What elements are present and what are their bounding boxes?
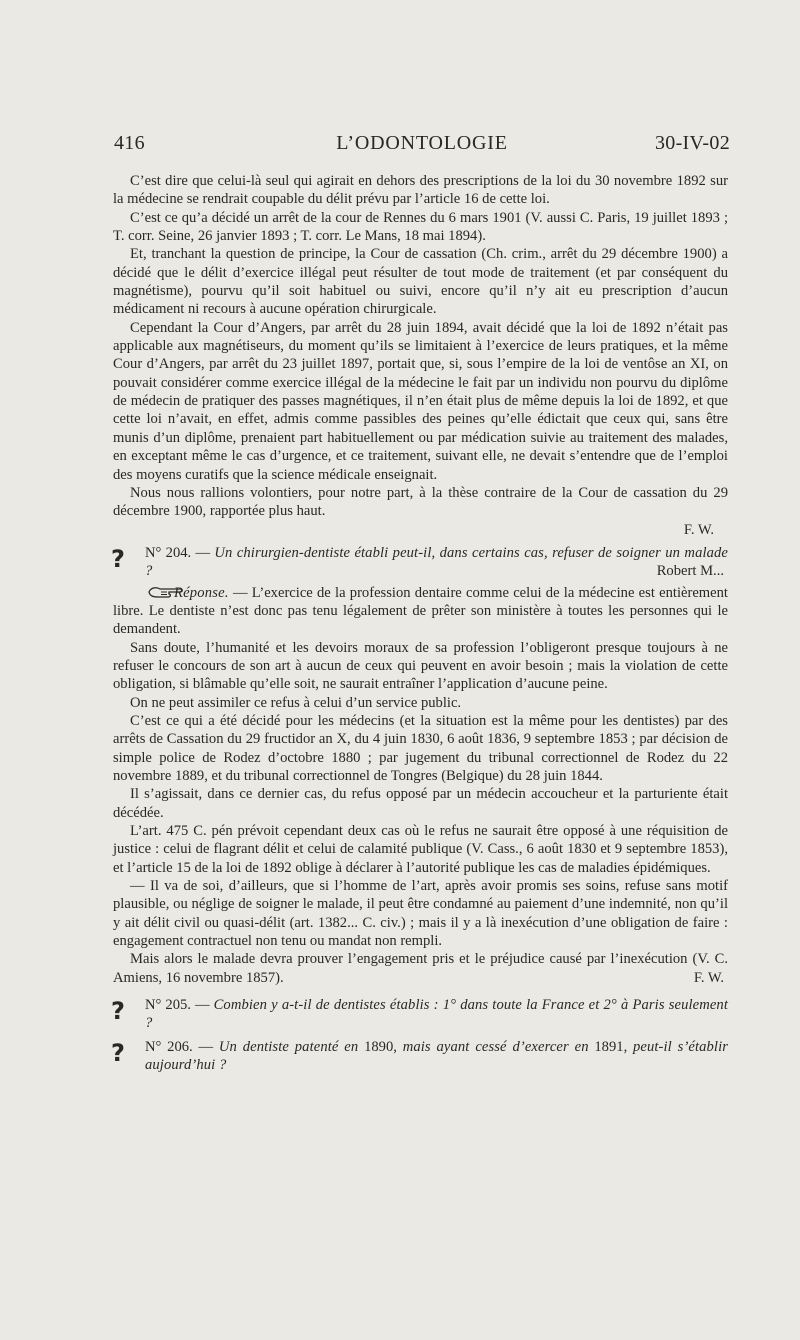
question-mark-icon: ? [111, 544, 125, 573]
question-205 [113, 996, 728, 1033]
article-paragraph: C’est ce qu’a décidé un arrêt de la cour de Rennes du 6 mars 1901 (V. aussi C. Paris, 19 juillet 1893 ; T. corr. Seine, 26 janvier 1893 ; T. corr. Le Mans, 18 mai 1894). [113, 209, 728, 245]
question-title: Un chirurgien-dentiste établi peut-il, dans certains cas, refuser de soigner un malade ? [145, 544, 728, 580]
answer-paragraph: C’est ce qui a été décidé pour les médecins (et la situation est la même pour les dentistes) par des arrêts de Cassation du 29 fructidor an X, du 4 juin 1830, 6 août 1836, 9 septembre 1853 ; par décision de simple police de Rodez d’octobre 1880 ; par jugement du tribunal correctionnel de Rodez du 22 novembre 1889, et du tribunal correctionnel de Tongres (Belgique) du 28 juin 1844. [113, 712, 728, 784]
answer-paragraph: Réponse. — L’exercice de la profession dentaire comme celui de la médecine est entièrement libre. Le dentiste n’est donc pas tenu légalement de prêter son ministère à toutes les personnes qui le demandent. [113, 584, 728, 638]
question-author: Robert M... [656, 563, 724, 580]
page-header [114, 132, 730, 158]
article-paragraph: C’est dire que celui-là seul qui agirait en dehors des prescriptions de la loi du 30 novembre 1892 sur la médecine se rendrait coupable du délit prévu par l’article 16 de cette loi. [113, 173, 728, 208]
answer-paragraph: Mais alors le malade devra prouver l’engagement pris et le préjudice causé par l’inexécution (V. C. Amiens, 16 novembre 1857). F. W. [113, 951, 728, 986]
page-body [113, 172, 728, 1078]
answer-paragraph: — Il va de soi, d’ailleurs, que si l’homme de l’art, après avoir promis ses soins, refuse sans motif plausible, ou néglige de soigner le malade, il peut être condamné au paiement d’une indemnité, non qu’il y ait délit civil ou quasi-délit (art. 1382... C. civ.) ; mais il y a là inexécution d’une obligation de faire : engagement contractuel non tenu ou mandat non rempli. [113, 878, 728, 950]
question-number: N° 204. — [145, 544, 211, 561]
page-number: 416 [114, 132, 145, 154]
question-number: N° 206. — [145, 1038, 214, 1055]
question-text: N° 206. — Un dentiste patenté en 1890, mais ayant cessé d’exercer en 1891, peut-il s’établir aujourd’hui ? [145, 1038, 729, 1074]
answer-paragraph: L’art. 475 C. pén prévoit cependant deux cas où le refus ne saurait être opposé à une réquisition de justice : celui de flagrant délit et celui de calamité publique (V. Cass., 6 août 1830 et 9 septembre 1853), et l’article 15 de la loi de 1892 oblige à déclarer à l’autorité publique les cas de maladies épidémiques. [113, 823, 728, 876]
question-204 [113, 544, 728, 581]
issue-date: 30-IV-02 [655, 132, 730, 154]
answer-signature: F. W. [693, 969, 724, 986]
question-mark-icon: ? [111, 997, 125, 1026]
answer-paragraph: Il s’agissait, dans ce dernier cas, du refus opposé par un médecin accoucheur et la parturiente était décédée. [113, 786, 728, 821]
question-text [145, 996, 728, 1033]
answer-paragraph: Sans doute, l’humanité et les devoirs moraux de sa profession l’obligeront presque toujours à ne refuser le concours de son art à aucun de ceux qui peuvent en avoir besoin ; mais la violation de cette obligation, si blâmable qu’elle soit, ne saurait entraîner l’application d’aucune peine. [113, 639, 728, 693]
pointing-hand-icon [130, 585, 170, 599]
article-paragraph: Et, tranchant la question de principe, la Cour de cassation (Ch. crim., arrêt du 29 décembre 1900) a décidé que le délit d’exercice illégal peut résulter de tout mode de traitement (et par conséquent du magnétisme), pourvu qu’il soit habituel ou suivi, encore qu’il n’y ait eu prescription d’aucun médicament ni recours à aucune opération chirurgicale. [113, 246, 728, 318]
answer-label: Réponse. [174, 584, 229, 601]
question-text [145, 544, 728, 581]
answer-paragraph: On ne peut assimiler ce refus à celui d’un service public. [130, 694, 462, 711]
question-number: N° 205. — [145, 997, 210, 1014]
question-206 [113, 1038, 728, 1075]
article-paragraph: Cependant la Cour d’Angers, par arrêt du 28 juin 1894, avait décidé que la loi de 1892 n’était pas applicable aux magnétiseurs, du moment qu’ils se limitaient à l’exercice de leurs pratiques, et la même Cour d’Angers, par arrêt du 23 juillet 1897, portait que, si, sous l’empire de la loi de ventôse an XI, on pouvait considérer comme exercice illégal de la médecine le fait par un individu non pourvu du diplôme de médecin de pratiquer des passes magnétiques, il n’en était plus de même depuis la loi de 1892, et que cette loi n’avait, en effet, admis comme passibles des peines qu’elle édictait que ceux qui, sans être munis d’un diplôme, prenaient part habituellement ou par médication suivie au traitement des malades, en exceptant même le cas d’urgence, et ce traitement, suivant elle, ne devait s’entendre que de l’emploi des moyens curatifs que la science médicale enseignait. [113, 319, 728, 483]
article-paragraph: Nous nous rallions volontiers, pour notre part, à la thèse contraire de la Cour de cassation du 29 décembre 1900, rapportée plus haut. [113, 484, 728, 520]
journal-title: L’ODONTOLOGIE [336, 132, 508, 154]
question-title: Combien y a-t-il de dentistes établis : 1° dans toute la France et 2° à Paris seulement ? [145, 997, 728, 1032]
article-signature: F. W. [683, 521, 714, 538]
question-mark-icon: ? [111, 1038, 125, 1067]
